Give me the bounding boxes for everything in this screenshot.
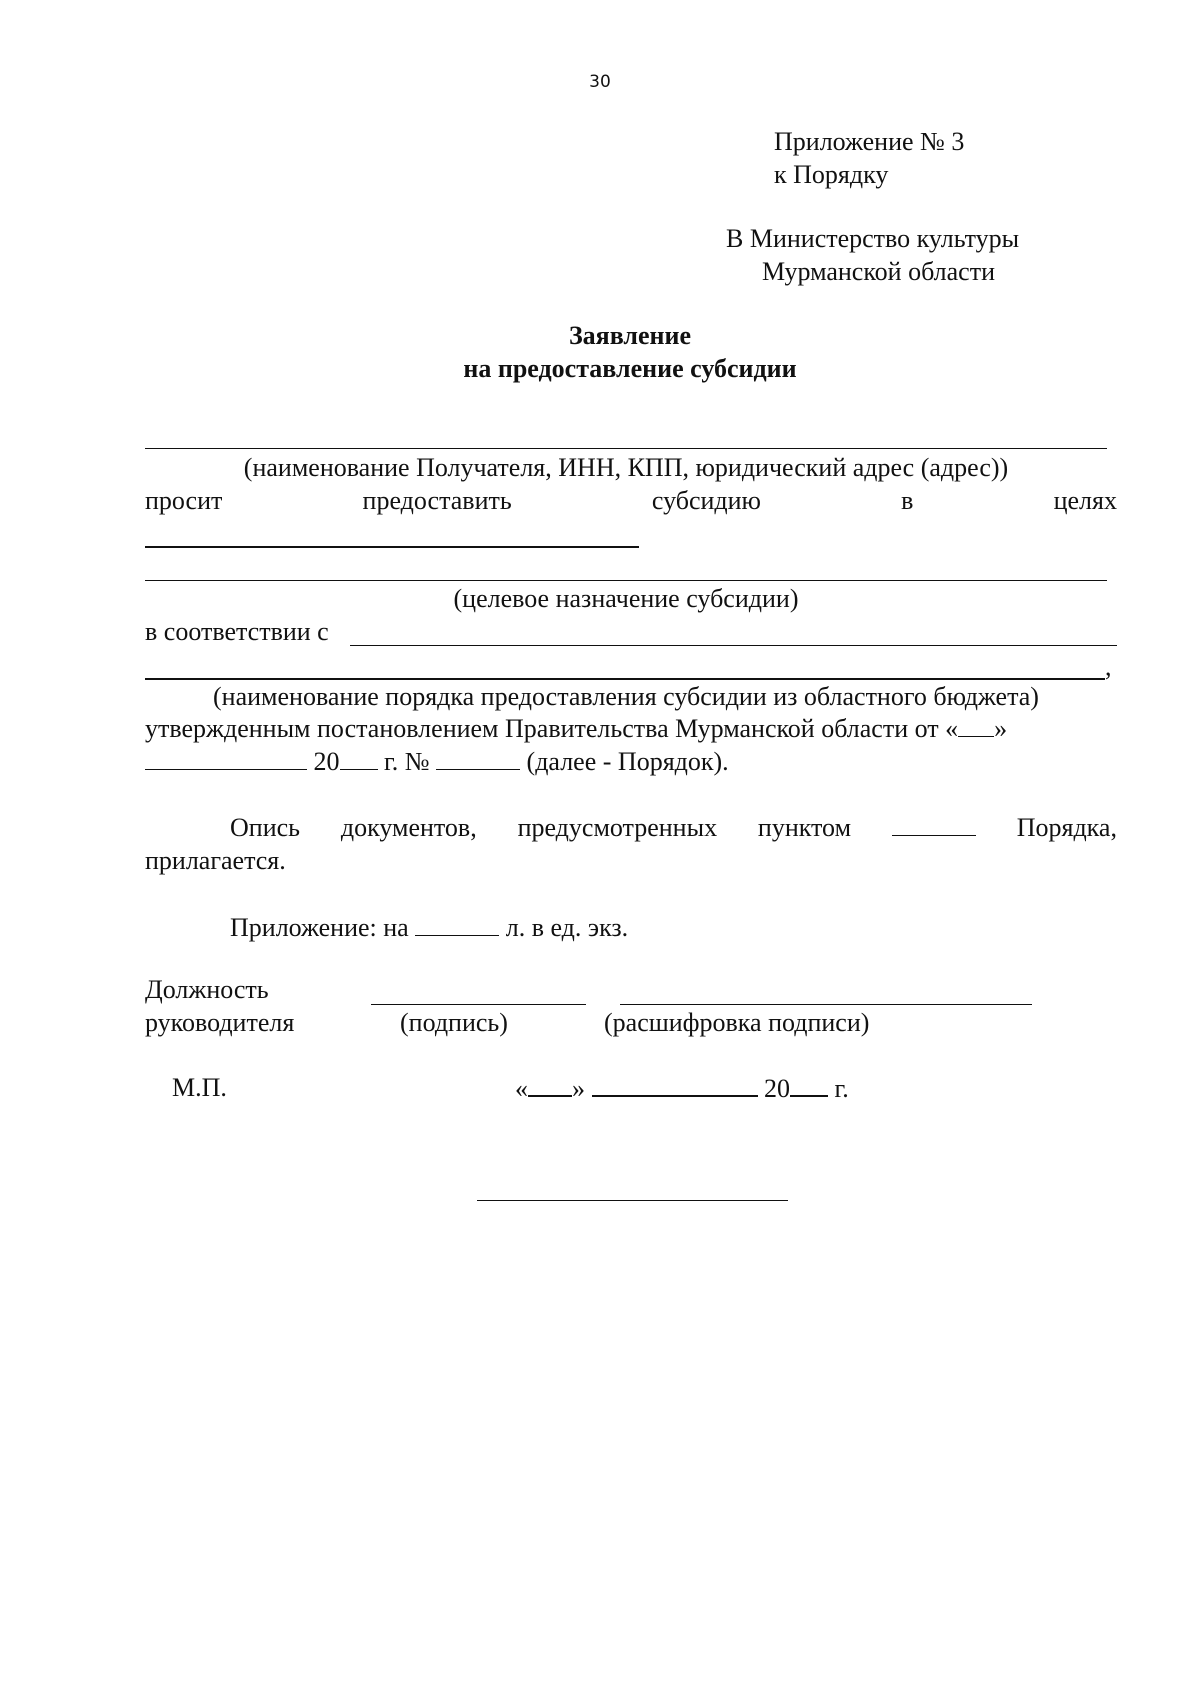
request-word-2: предоставить [362, 486, 512, 515]
approved-day-field[interactable] [958, 714, 994, 737]
stamp-close-quote: » [572, 1074, 585, 1103]
page-number: 30 [589, 72, 611, 92]
request-word-3: субсидию [651, 486, 761, 515]
stamp-date-line [515, 1073, 849, 1104]
inventory-word-3: предусмотренных [517, 813, 718, 842]
request-word-4: в [901, 486, 914, 515]
date-line [145, 747, 729, 777]
attachment-prefix: Приложение: на [230, 913, 409, 942]
inventory-line [230, 813, 1117, 843]
closing-separator [477, 1200, 788, 1201]
approved-number-field[interactable] [436, 747, 520, 770]
purpose-field-line[interactable] [145, 580, 1107, 581]
attachment-pages-field[interactable] [415, 913, 499, 936]
appendix-line-1: Приложение № 3 [774, 127, 965, 156]
addressee-line-1: В Министерство культуры [726, 224, 1020, 253]
approved-suffix: (далее - Порядок). [526, 747, 729, 776]
decoding-field-line[interactable] [620, 1004, 1032, 1005]
approved-text: утвержденным постановлением Правительства Мурманской области от « [145, 714, 959, 743]
stamp-label: М.П. [172, 1073, 227, 1102]
inventory-word-1: Опись [230, 813, 301, 842]
recipient-field-line[interactable] [145, 448, 1107, 449]
approved-number-label: г. № [384, 747, 430, 776]
inventory-word-2: документов, [340, 813, 477, 842]
procedure-field-line[interactable] [145, 678, 1105, 680]
request-word-1: просит [145, 486, 223, 515]
procedure-comma: , [1105, 652, 1112, 681]
approved-month-field[interactable] [145, 747, 307, 770]
recipient-caption: (наименование Получателя, ИНН, КПП, юридический адрес (адрес)) [243, 453, 1009, 482]
stamp-year-prefix: 20 [764, 1074, 790, 1103]
appendix-line-2: к Порядку [774, 160, 889, 189]
signature-caption: (подпись) [400, 1008, 508, 1037]
stamp-year-field[interactable] [790, 1073, 828, 1097]
attachment-line [230, 913, 628, 943]
approved-year-field[interactable] [340, 747, 378, 770]
decoding-caption: (расшифровка подписи) [604, 1008, 870, 1037]
position-label-1: Должность [145, 975, 269, 1004]
inventory-end-word: Порядка, [1016, 813, 1117, 842]
position-label-2: руководителя [145, 1008, 295, 1037]
inventory-word-4: пунктом [757, 813, 852, 842]
document-title: Заявление [568, 321, 692, 350]
inventory-line-2: прилагается. [145, 846, 286, 875]
request-word-5: целях [1053, 486, 1117, 515]
signature-field-line[interactable] [371, 1004, 586, 1005]
stamp-month-field[interactable] [592, 1073, 758, 1097]
approved-line [145, 714, 1007, 744]
stamp-day-field[interactable] [528, 1073, 572, 1097]
procedure-caption: (наименование порядка предоставления субсидии из областного бюджета) [213, 682, 1039, 711]
approved-close-quote: » [994, 714, 1008, 743]
addressee-line-2: Мурманской области [762, 257, 995, 286]
document-subtitle: на предоставление субсидии [463, 354, 797, 383]
purpose-caption: (целевое назначение субсидии) [453, 584, 799, 613]
stamp-year-suffix: г. [834, 1074, 849, 1103]
accordance-field-line[interactable] [350, 645, 1117, 646]
inventory-clause-field[interactable] [892, 813, 976, 836]
accordance-label: в соответствии с [145, 617, 329, 646]
attachment-suffix: л. в ед. экз. [505, 913, 629, 942]
approved-year-prefix: 20 [313, 747, 340, 776]
stamp-open-quote: « [515, 1074, 528, 1103]
purpose-field-line-short[interactable] [145, 546, 639, 548]
request-line [145, 486, 1117, 516]
